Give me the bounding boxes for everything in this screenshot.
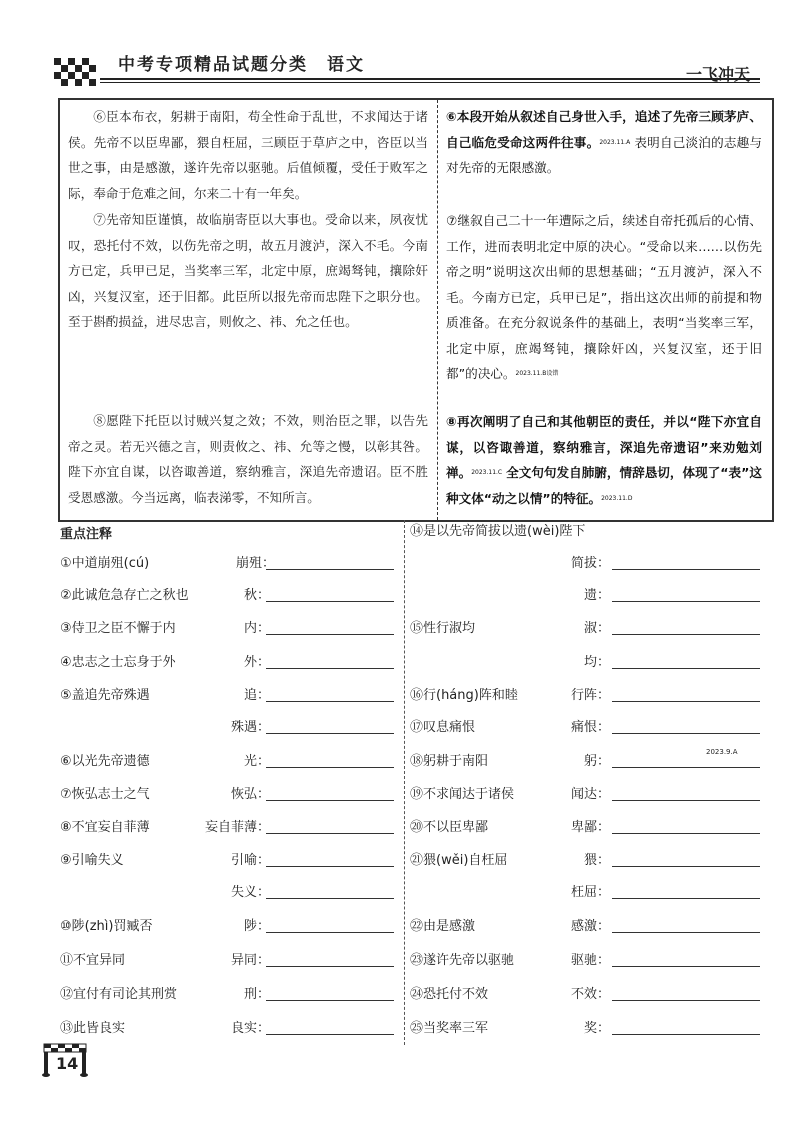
note-item-4: ④忠志之士忘身于外 bbox=[60, 655, 176, 670]
note-item-24: ㉔恐托付不效 bbox=[410, 987, 489, 1002]
answer-blank[interactable] bbox=[612, 865, 760, 867]
note-item-19-label: 闻达： bbox=[570, 787, 610, 802]
note-item-25-label: 奖： bbox=[583, 1021, 610, 1036]
note-item-5: ⑤盖追先帝殊遇 bbox=[60, 688, 150, 703]
answer-blank[interactable] bbox=[612, 897, 760, 899]
answer-blank[interactable] bbox=[612, 965, 760, 967]
note-item-21: ㉑猥(wěi)自枉屈 bbox=[410, 853, 508, 868]
answer-blank[interactable] bbox=[266, 832, 394, 834]
notes-section-title: 重点注释 bbox=[60, 527, 113, 542]
note-6-rest: 表明自己淡泊的志趣与对先帝的无限感激。 bbox=[446, 134, 763, 175]
note-6-bold: ⑥本段开始从叙述自己身世入手，追述了先帝三顾茅庐、自己临危受命这两件往事。 bbox=[446, 109, 762, 150]
answer-blank[interactable] bbox=[266, 865, 394, 867]
note-8-bold-2: 全文句句发自肺腑，情辞恳切，体现了“表”这种文体“动之以情”的特征。 bbox=[446, 465, 763, 506]
answer-blank[interactable] bbox=[266, 667, 394, 669]
note-6-tag: 2023.11.A bbox=[599, 138, 631, 146]
note-item-1: ①中道崩殂(cú) bbox=[60, 556, 150, 571]
answer-blank[interactable] bbox=[266, 633, 394, 635]
note-item-2: ②此诚危急存亡之秋也 bbox=[60, 588, 189, 603]
answer-blank[interactable] bbox=[612, 700, 760, 702]
note-item-13: ⑬此皆良实 bbox=[60, 1021, 126, 1036]
answer-blank[interactable] bbox=[266, 1033, 394, 1035]
answer-blank[interactable] bbox=[266, 700, 394, 702]
note-item-3-label: 内： bbox=[243, 621, 270, 636]
note-item-14-label-b: 遗： bbox=[583, 588, 610, 603]
answer-blank[interactable] bbox=[612, 931, 760, 933]
note-item-24-label: 不效： bbox=[570, 987, 610, 1002]
answer-blank[interactable] bbox=[266, 600, 394, 602]
note-item-18: ⑱躬耕于南阳 bbox=[410, 754, 489, 769]
note-item-21-label-b: 枉屈： bbox=[570, 885, 610, 900]
header-brand: 一飞冲天 bbox=[685, 65, 750, 84]
answer-blank[interactable] bbox=[612, 766, 760, 768]
note-item-10: ⑩陟(zhì)罚臧否 bbox=[60, 919, 153, 934]
note-item-12: ⑫宜付有司论其刑赏 bbox=[60, 987, 178, 1002]
note-item-6-label: 光： bbox=[243, 754, 270, 769]
note-paragraph-6 bbox=[446, 104, 762, 181]
answer-blank[interactable] bbox=[266, 732, 394, 734]
note-item-23: ㉓遂许先帝以驱驰 bbox=[410, 953, 515, 968]
note-7-tag: 2023.11.B设错 bbox=[515, 370, 559, 377]
header-rule bbox=[100, 78, 760, 80]
notes-column-divider bbox=[404, 520, 405, 1045]
answer-blank[interactable] bbox=[266, 999, 394, 1001]
note-item-14-label-a: 简拔： bbox=[570, 556, 610, 571]
note-paragraph-7 bbox=[446, 208, 762, 387]
note-item-16: ⑯行(háng)阵和睦 bbox=[410, 688, 518, 703]
note-item-11: ⑪不宜异同 bbox=[60, 953, 126, 968]
note-item-9-label-b: 失义： bbox=[230, 885, 270, 900]
answer-blank[interactable] bbox=[266, 965, 394, 967]
answer-blank[interactable] bbox=[612, 799, 760, 801]
note-8-bold: ⑧再次阐明了自己和其他朝臣的责任，并以“陛下亦宜自谋，以咨诹善道，察纳雅言，深追先帝遗诏”来劝勉刘禅。 bbox=[446, 414, 762, 480]
page-number: 14 bbox=[56, 1054, 79, 1073]
note-7-text: ⑦继叙自己二十一年遭际之后，续述自帝托孤后的心情、工作，进而表明北定中原的决心。“受命以来……以伤先帝之明”说明这次出师的思想基础；“五月渡泸，深入不毛。今南方已定，兵甲已足”，指出这次出师的前提和物质准备。在充分叙说条件的基础上，表明“当奖率三军，北定中原，庶竭驽钝，攘除奸凶，兴复汉室，还于旧都”的决心。 bbox=[446, 213, 762, 381]
note-paragraph-8 bbox=[446, 409, 762, 511]
answer-blank[interactable] bbox=[266, 568, 394, 570]
note-item-3: ③侍卫之臣不懈于内 bbox=[60, 621, 176, 636]
note-item-2-label: 秋： bbox=[243, 588, 270, 603]
note-item-20: ⑳不以臣卑鄙 bbox=[410, 820, 489, 835]
answer-blank[interactable] bbox=[612, 633, 760, 635]
passage-paragraph-8: ⑧愿陛下托臣以讨贼兴复之效；不效，则治臣之罪，以告先帝之灵。若无兴德之言，则责攸之、祎、允等之慢，以彰其咎。陛下亦宜自谋，以咨诹善道，察纳雅言，深追先帝遗诏。臣不胜受恩感激。今当远离，临表涕零，不知所言。 bbox=[68, 413, 428, 505]
passage-paragraph-6: ⑥臣本布衣，躬耕于南阳，苟全性命于乱世，不求闻达于诸侯。先帝不以臣卑鄙，猥自枉屈，三顾臣于草庐之中，咨臣以当世之事，由是感激，遂许先帝以驱驰。后值倾覆，受任于败军之际，奉命于危难之间，尔来二十有一年矣。 bbox=[68, 109, 428, 201]
passage-box bbox=[58, 98, 774, 522]
note-item-22-label: 感激： bbox=[570, 919, 610, 934]
note-item-9-label-a: 引喻： bbox=[230, 853, 270, 868]
passage-paragraph-7: ⑦先帝知臣谨慎，故临崩寄臣以大事也。受命以来，夙夜忧叹，恐托付不效，以伤先帝之明，故五月渡泸，深入不毛。今南方已定，兵甲已足，当奖率三军，北定中原，庶竭驽钝，攘除奸凶，兴复汉室，还于旧都。此臣所以报先帝而忠陛下之职分也。至于斟酌损益，进尽忠言，则攸之、祎、允之任也。 bbox=[68, 212, 428, 329]
checkered-flag-icon bbox=[54, 58, 98, 86]
note-item-10-label: 陟： bbox=[243, 919, 270, 934]
note-item-25: ㉕当奖率三军 bbox=[410, 1021, 489, 1036]
note-item-15: ⑮性行淑均 bbox=[410, 621, 476, 636]
note-item-15-label-b: 均： bbox=[583, 655, 610, 670]
note-item-18-label: 躬： bbox=[583, 754, 610, 769]
note-item-7: ⑦恢弘志士之气 bbox=[60, 787, 150, 802]
note-item-23-label: 驱驰： bbox=[570, 953, 610, 968]
note-item-5-label-a: 追： bbox=[243, 688, 270, 703]
note-item-4-label: 外： bbox=[243, 655, 270, 670]
answer-blank[interactable] bbox=[612, 667, 760, 669]
note-8-tag-2: 2023.11.D bbox=[601, 494, 633, 502]
note-item-14: ⑭是以先帝简拔以遗(wèi)陛下 bbox=[410, 524, 586, 539]
answer-blank[interactable] bbox=[612, 732, 760, 734]
note-item-22: ㉒由是感激 bbox=[410, 919, 476, 934]
note-item-9: ⑨引喻失义 bbox=[60, 853, 124, 868]
note-item-6: ⑥以光先帝遗德 bbox=[60, 754, 150, 769]
note-item-7-label: 恢弘： bbox=[230, 787, 270, 802]
answer-blank[interactable] bbox=[266, 897, 394, 899]
note-item-8-label: 妄自菲薄： bbox=[204, 820, 270, 835]
answer-blank[interactable] bbox=[266, 766, 394, 768]
note-item-5-label-b: 殊遇： bbox=[230, 720, 270, 735]
page-header bbox=[40, 48, 760, 88]
header-title: 中考专项精品试题分类 语文 bbox=[118, 55, 365, 75]
column-divider bbox=[437, 100, 438, 520]
answer-blank[interactable] bbox=[266, 799, 394, 801]
note-item-20-label: 卑鄙： bbox=[570, 820, 610, 835]
answer-blank[interactable] bbox=[612, 1033, 760, 1035]
note-item-16-label: 行阵： bbox=[570, 688, 610, 703]
note-8-tag-1: 2023.11.C bbox=[471, 469, 503, 476]
note-item-8: ⑧不宜妄自菲薄 bbox=[60, 820, 150, 835]
note-item-12-label: 刑： bbox=[243, 987, 270, 1002]
note-item-17: ⑰叹息痛恨 bbox=[410, 720, 476, 735]
answer-blank[interactable] bbox=[266, 931, 394, 933]
note-item-17-label: 痛恨： bbox=[570, 720, 610, 735]
note-item-15-label-a: 淑： bbox=[583, 621, 610, 636]
answer-blank[interactable] bbox=[612, 568, 760, 570]
header-rule-thin bbox=[100, 82, 760, 83]
answer-blank[interactable] bbox=[612, 832, 760, 834]
answer-blank[interactable] bbox=[612, 999, 760, 1001]
answer-blank[interactable] bbox=[612, 600, 760, 602]
page-number-badge bbox=[42, 1042, 88, 1078]
note-item-13-label: 良实： bbox=[230, 1021, 270, 1036]
note-item-19: ⑲不求闻达于诸侯 bbox=[410, 787, 515, 802]
note-item-21-label-a: 猥： bbox=[583, 853, 610, 868]
note-item-18-tag: 2023.9.A bbox=[706, 748, 738, 756]
note-item-1-label: 崩殂： bbox=[236, 556, 276, 571]
note-item-11-label: 异同： bbox=[230, 953, 270, 968]
